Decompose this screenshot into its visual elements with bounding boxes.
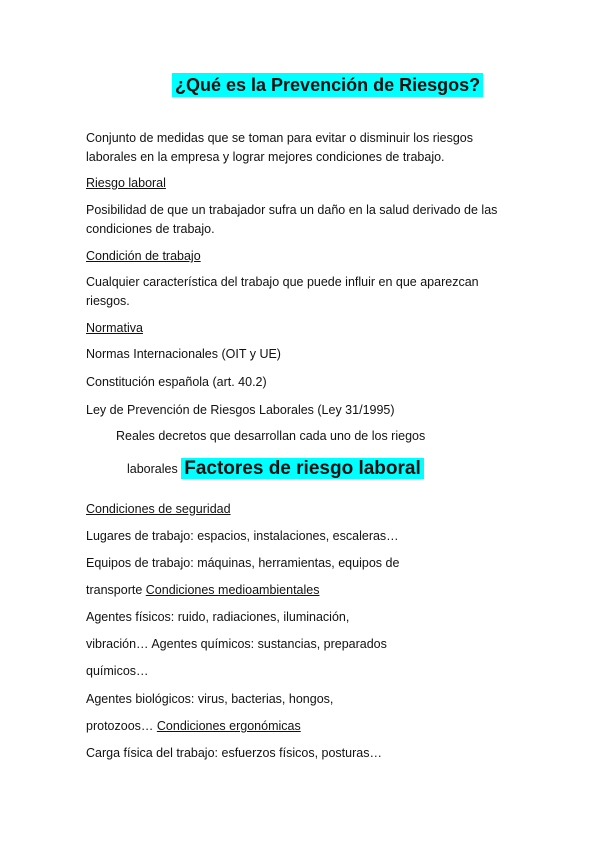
- factores-title: Factores de riesgo laboral: [181, 458, 424, 479]
- section-heading-riesgo-laboral: Riesgo laboral: [86, 176, 166, 190]
- medioambientales-text: Agentes químicos: sustancias, preparados: [151, 637, 387, 651]
- condicion-trabajo-text: Cualquier característica del trabajo que puede influir en que aparezcan: [86, 275, 479, 289]
- medioambientales-line: [86, 635, 387, 653]
- seguridad-medio-line: [86, 581, 319, 599]
- seguridad-text: Lugares de trabajo: espacios, instalaciones, escaleras…: [86, 529, 399, 543]
- medioambientales-text: Agentes físicos: ruido, radiaciones, iluminación,: [86, 610, 350, 624]
- medioambientales-text: vibración…: [86, 637, 149, 651]
- factores-line: [127, 455, 424, 483]
- medioambientales-text: protozoos…: [86, 719, 154, 733]
- condicion-trabajo-text: riesgos.: [86, 294, 130, 308]
- section-heading-ergonomicas: Condiciones ergonómicas: [156, 719, 301, 733]
- section-heading-condicion-trabajo: Condición de trabajo: [86, 249, 201, 263]
- normativa-decretos: Reales decretos que desarrollan cada uno de los riegos: [116, 429, 426, 443]
- intro-line: Conjunto de medidas que se toman para evitar o disminuir los riesgos: [86, 131, 474, 145]
- seguridad-text: transporte: [86, 583, 143, 597]
- medioambientales-text: químicos…: [86, 664, 149, 678]
- medio-ergo-line: [86, 717, 301, 735]
- normativa-decretos-end: laborales: [127, 462, 178, 476]
- normativa-item: Constitución española (art. 40.2): [86, 375, 267, 389]
- medioambientales-text: Agentes biológicos: virus, bacterias, hongos,: [86, 692, 334, 706]
- riesgo-laboral-text: Posibilidad de que un trabajador sufra un daño en la salud derivado de las: [86, 203, 498, 217]
- ergonomicas-text: Carga física del trabajo: esfuerzos físicos, posturas…: [86, 746, 382, 760]
- section-heading-seguridad: Condiciones de seguridad: [86, 502, 231, 516]
- section-heading-normativa: Normativa: [86, 321, 143, 335]
- normativa-item: Normas Internacionales (OIT y UE): [86, 347, 281, 361]
- seguridad-text: Equipos de trabajo: máquinas, herramientas, equipos de: [86, 556, 400, 570]
- intro-line: laborales en la empresa y lograr mejores condiciones de trabajo.: [86, 150, 445, 164]
- page-title: ¿Qué es la Prevención de Riesgos?: [172, 73, 483, 97]
- riesgo-laboral-text: condiciones de trabajo.: [86, 222, 215, 236]
- section-heading-medioambientales: Condiciones medioambientales: [145, 583, 320, 597]
- normativa-item: Ley de Prevención de Riesgos Laborales (Ley 31/1995): [86, 403, 395, 417]
